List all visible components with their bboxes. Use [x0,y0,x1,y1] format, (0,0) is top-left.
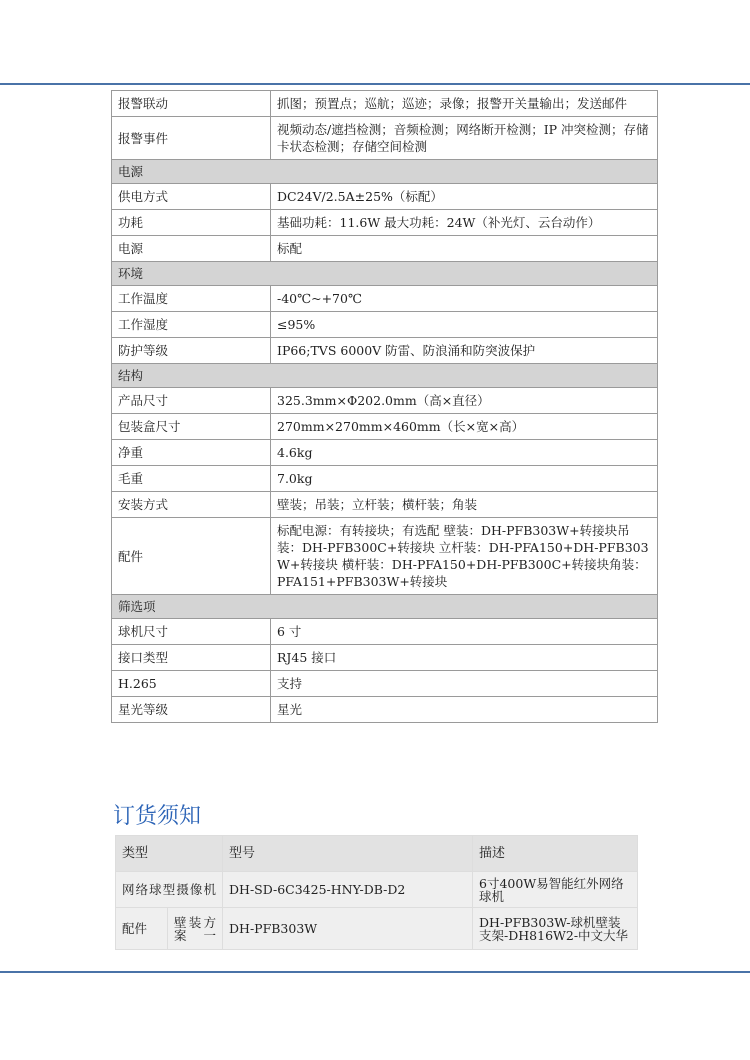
order-row [116,908,638,950]
spec-section-row [112,262,658,286]
spec-key: 电源 [112,236,271,262]
spec-row [112,184,658,210]
spec-table [111,90,658,723]
spec-key: 供电方式 [112,184,271,210]
spec-section-title: 结构 [112,364,658,388]
spec-key: 安装方式 [112,492,271,518]
order-header-row [116,836,638,872]
order-header-model: 型号 [223,836,473,872]
spec-value: 6 寸 [271,619,658,645]
spec-row [112,671,658,697]
spec-key: 毛重 [112,466,271,492]
spec-value: 支持 [271,671,658,697]
spec-row [112,645,658,671]
spec-value: -40℃~+70℃ [271,286,658,312]
order-cell-type: 配件 [116,908,168,950]
spec-value: 标配 [271,236,658,262]
spec-key: 产品尺寸 [112,388,271,414]
spec-value: 基础功耗：11.6W 最大功耗：24W（补光灯、云台动作） [271,210,658,236]
spec-row [112,117,658,160]
spec-value: 7.0kg [271,466,658,492]
spec-row [112,286,658,312]
spec-key: H.265 [112,671,271,697]
order-cell-model: DH-PFB303W [223,908,473,950]
spec-key: 接口类型 [112,645,271,671]
spec-row [112,236,658,262]
spec-value: 星光 [271,697,658,723]
spec-section-row [112,364,658,388]
order-header-type: 类型 [116,836,223,872]
spec-row [112,388,658,414]
spec-section-title: 筛选项 [112,595,658,619]
order-cell-desc: DH-PFB303W-球机壁装支架-DH816W2-中文大华 [473,908,638,950]
spec-row [112,312,658,338]
spec-row [112,518,658,595]
spec-value: IP66;TVS 6000V 防雷、防浪涌和防突波保护 [271,338,658,364]
spec-row [112,466,658,492]
spec-row [112,492,658,518]
spec-key: 包装盒尺寸 [112,414,271,440]
order-row [116,872,638,908]
spec-section-row [112,595,658,619]
spec-key: 报警事件 [112,117,271,160]
footer-rule [0,971,750,973]
order-header-desc: 描述 [473,836,638,872]
spec-key: 净重 [112,440,271,466]
spec-key: 星光等级 [112,697,271,723]
header-rule [0,83,750,85]
order-cell-type: 网络球型摄像机 [116,872,223,908]
order-table [115,835,638,950]
spec-key: 报警联动 [112,91,271,117]
spec-section-row [112,160,658,184]
spec-row [112,440,658,466]
spec-value: 视频动态/遮挡检测；音频检测；网络断开检测；IP 冲突检测；存储卡状态检测；存储空间检测 [271,117,658,160]
spec-row [112,414,658,440]
spec-key: 工作湿度 [112,312,271,338]
spec-key: 球机尺寸 [112,619,271,645]
order-cell-subtype: 壁装方案一 [168,908,223,950]
spec-key: 防护等级 [112,338,271,364]
spec-section-title: 电源 [112,160,658,184]
spec-value: 标配电源：有转接块；有选配 壁装：DH-PFB303W+转接块吊装：DH-PFB300C+转接块 立杆装：DH-PFA150+DH-PFB303W+转接块 横杆装：DH-PFA150+DH-PFB300C+转接块角装：PFA151+PFB303W+转接块 [271,518,658,595]
spec-row [112,91,658,117]
spec-row [112,338,658,364]
spec-value: 325.3mm×Φ202.0mm（高×直径） [271,388,658,414]
spec-value: ≤95% [271,312,658,338]
spec-value: 壁装；吊装；立杆装；横杆装；角装 [271,492,658,518]
spec-section-title: 环境 [112,262,658,286]
spec-key: 功耗 [112,210,271,236]
spec-key: 配件 [112,518,271,595]
spec-value: RJ45 接口 [271,645,658,671]
order-cell-desc: 6寸400W易智能红外网络球机 [473,872,638,908]
spec-key: 工作温度 [112,286,271,312]
order-cell-model: DH-SD-6C3425-HNY-DB-D2 [223,872,473,908]
spec-value: 抓图；预置点；巡航；巡迹；录像；报警开关量输出；发送邮件 [271,91,658,117]
spec-value: 270mm×270mm×460mm（长×宽×高） [271,414,658,440]
spec-row [112,697,658,723]
spec-value: 4.6kg [271,440,658,466]
spec-row [112,619,658,645]
order-heading: 订货须知 [113,804,202,829]
spec-row [112,210,658,236]
spec-value: DC24V/2.5A±25%（标配） [271,184,658,210]
